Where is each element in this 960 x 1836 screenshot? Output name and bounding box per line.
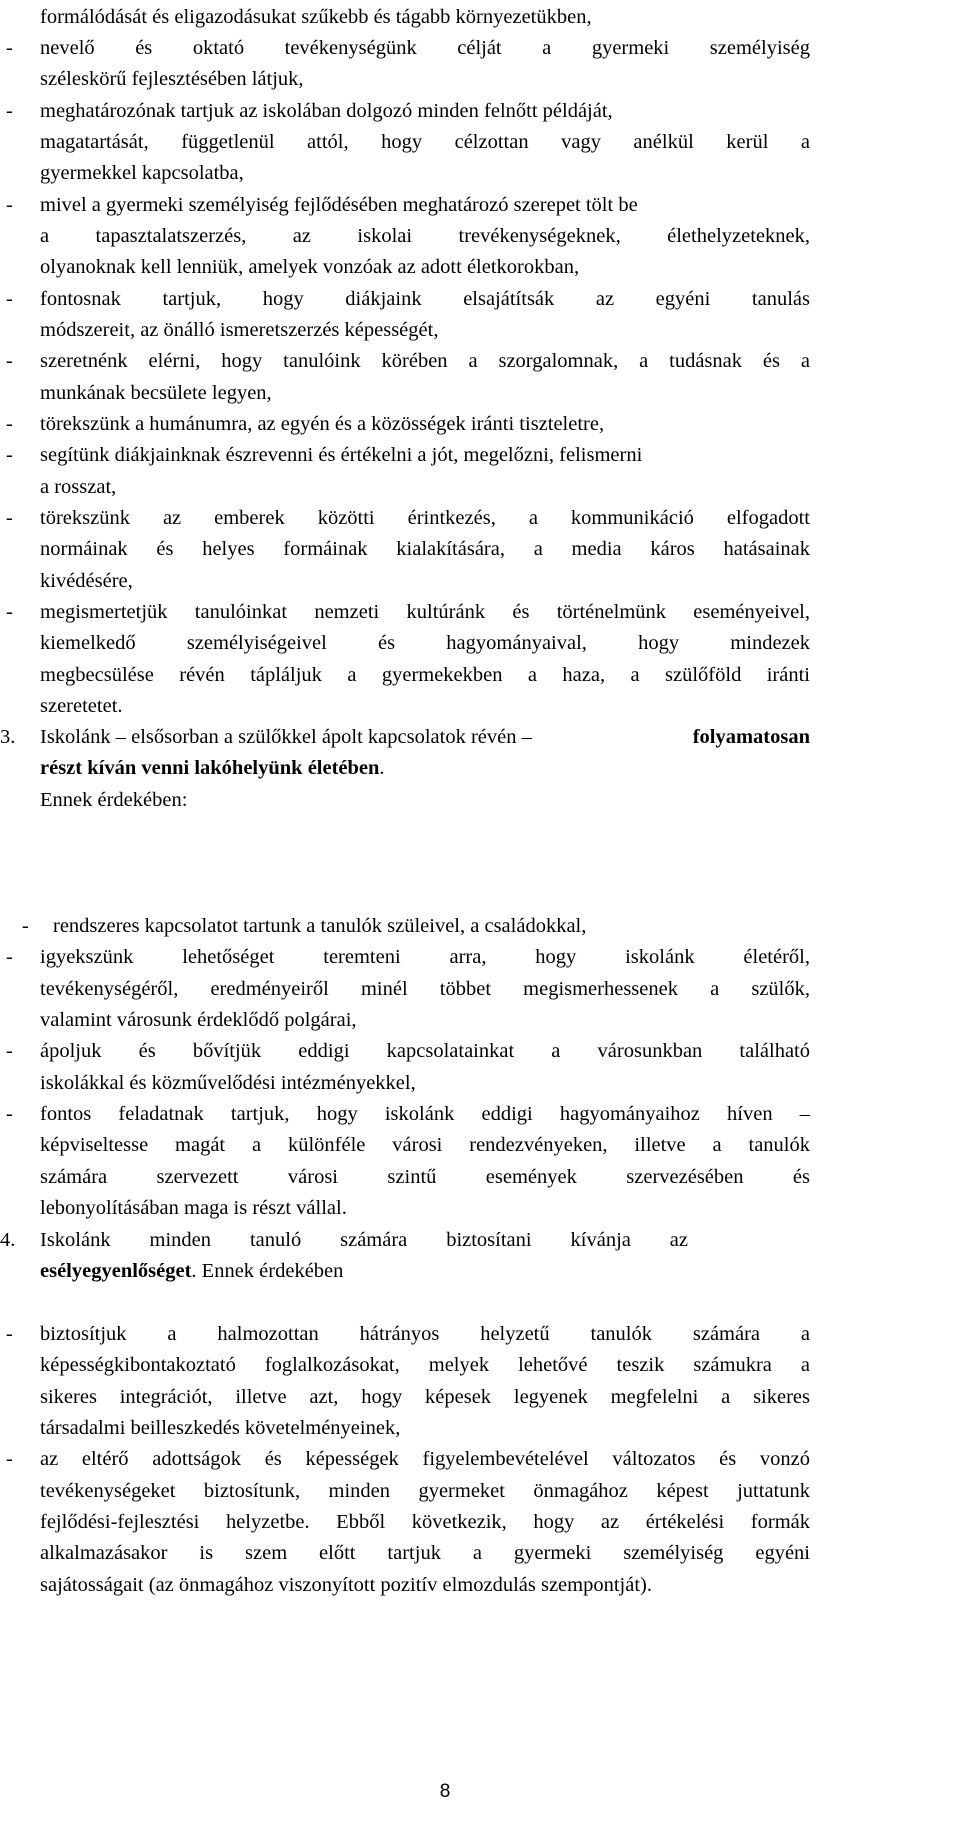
text-line xyxy=(0,158,820,189)
text-line xyxy=(0,1193,820,1224)
line-text: mivel a gyermeki személyiség fejlődésében meghatározó szerepet tölt be xyxy=(40,194,638,216)
line-text: biztosítjuk a halmozottan hátrányos helyzetű tanulók számára a xyxy=(40,1323,810,1345)
line-text: tevékenységeket biztosítunk, minden gyermeket önmagához képest juttatunk xyxy=(40,1480,810,1502)
list-item-line xyxy=(0,96,820,127)
text-line xyxy=(0,1068,820,1099)
line-text: segítünk diákjainknak észrevenni és értékelni a jót, megelőzni, felismerni xyxy=(40,444,643,466)
line-text: kiemelkedő személyiségeivel és hagyományaival, hogy mindezek xyxy=(40,632,810,654)
text-line xyxy=(0,252,820,283)
line-text: gyermekkel kapcsolatba, xyxy=(40,162,244,184)
list-item-line xyxy=(0,346,820,377)
text-line xyxy=(0,1413,820,1444)
text-line xyxy=(0,1538,820,1569)
line-text: nevelő és oktató tevékenységünk célját a gyermeki személyiség xyxy=(40,37,810,59)
list-item-line xyxy=(0,1036,820,1067)
section-3-heading-line-1 xyxy=(0,722,810,753)
line-text: képességkibontakoztató foglalkozásokat, melyek lehetővé teszik számukra a xyxy=(40,1354,810,1376)
line-text: széleskörű fejlesztésében látjuk, xyxy=(40,68,304,90)
page-number: 8 xyxy=(439,1781,451,1802)
text-line xyxy=(0,472,820,503)
line-text: megbecsülése révén tápláljuk a gyermekekben a haza, a szülőföld iránti xyxy=(40,664,810,686)
bullet-dash: - xyxy=(6,946,13,968)
bullet-dash: - xyxy=(6,1103,13,1125)
section-4-heading-line-2 xyxy=(40,1256,343,1287)
section-3-line-2-bold: részt kíván venni lakóhelyünk életében xyxy=(40,757,380,779)
line-text: a tapasztalatszerzés, az iskolai trevékenységeknek, élethelyzeteknek, xyxy=(40,225,810,247)
list-item-line xyxy=(0,440,820,471)
section-3-number: 3. xyxy=(0,726,16,748)
line-text: meghatározónak tartjuk az iskolában dolgozó minden felnőtt példáját, xyxy=(40,100,613,122)
text-line xyxy=(0,534,820,565)
bullet-dash: - xyxy=(6,100,13,122)
line-text: társadalmi beilleszkedés követelményeinek, xyxy=(40,1417,401,1439)
line-text: munkának becsülete legyen, xyxy=(40,382,272,404)
text-line xyxy=(0,628,820,659)
bullet-dash: - xyxy=(6,37,13,59)
line-text: normáinak és helyes formáinak kialakítására, a media káros hatásainak xyxy=(40,538,810,560)
line-text: képviseltesse magát a különféle városi rendezvényeken, illetve a tanulók xyxy=(40,1134,810,1156)
text-line xyxy=(0,974,820,1005)
line-text: törekszünk a humánumra, az egyén és a közösségek iránti tiszteletre, xyxy=(40,413,605,435)
text-line xyxy=(0,1350,820,1381)
text-line xyxy=(0,378,820,409)
list-item-line xyxy=(0,942,820,973)
list-item-line xyxy=(0,190,820,221)
line-text: megismertetjük tanulóinkat nemzeti kultúránk és történelmünk eseményeivel, xyxy=(40,601,810,623)
list-item-line xyxy=(0,409,820,440)
text-line xyxy=(0,315,820,346)
line-text: számára szervezett városi szintű események szervezésében és xyxy=(40,1166,810,1188)
text-line xyxy=(0,691,820,722)
text-line xyxy=(0,1570,820,1601)
bullet-dash: - xyxy=(22,915,29,937)
list-item-line xyxy=(0,503,820,534)
text-line xyxy=(0,1162,820,1193)
text-line xyxy=(0,566,820,597)
text-line xyxy=(0,221,820,252)
section-4-heading-line-1 xyxy=(0,1225,810,1256)
bullet-dash: - xyxy=(6,444,13,466)
section-3-intro: Ennek érdekében: xyxy=(40,789,188,811)
list-item-line xyxy=(0,284,820,315)
section-3-line-1-text: Iskolánk – elsősorban a szülőkkel ápolt kapcsolatok révén – xyxy=(40,726,537,748)
line-text: módszereit, az önálló ismeretszerzés képességét, xyxy=(40,319,439,341)
bullet-dash: - xyxy=(6,350,13,372)
line-text: alkalmazásakor is szem előtt tartjuk a gyermeki személyiség egyéni xyxy=(40,1542,810,1564)
line-text: szeretetet. xyxy=(40,695,123,717)
line-text: kivédésére, xyxy=(40,570,133,592)
line-text: rendszeres kapcsolatot tartunk a tanulók szüleivel, a családokkal, xyxy=(53,915,587,937)
line-text: sikeres integrációt, illetve azt, hogy képesek legyenek megfelelni a sikeres xyxy=(40,1386,810,1408)
line-text: iskolákkal és közművelődési intézményekkel, xyxy=(40,1072,416,1094)
list-item-line xyxy=(0,911,820,942)
line-text: a rosszat, xyxy=(40,476,117,498)
list-item-line xyxy=(0,1099,820,1130)
bullet-dash: - xyxy=(6,1323,13,1345)
list-item-line xyxy=(0,1444,820,1475)
line-text: ápoljuk és bővítjük eddigi kapcsolatainkat a városunkban található xyxy=(40,1040,810,1062)
list-item-line xyxy=(0,1319,820,1350)
text-line xyxy=(0,2,820,33)
line-text: formálódását és eligazodásukat szűkebb és tágabb környezetükben, xyxy=(40,6,592,28)
bullet-dash: - xyxy=(6,601,13,623)
section-4-number: 4. xyxy=(0,1229,16,1251)
section-4-line-2-text: . Ennek érdekében xyxy=(191,1260,344,1282)
text-line xyxy=(0,64,820,95)
line-text: olyanoknak kell lenniük, amelyek vonzóak az adott életkorokban, xyxy=(40,256,580,278)
section-4-line-1-text: Iskolánk minden tanuló számára biztosítani kívánja az xyxy=(40,1229,688,1251)
section-3-line-2-period: . xyxy=(379,757,385,779)
text-line xyxy=(0,660,820,691)
text-line xyxy=(0,1507,820,1538)
line-text: az eltérő adottságok és képességek figyelembevételével változatos és vonzó xyxy=(40,1448,810,1470)
section-3-line-1-bold: folyamatosan xyxy=(692,726,810,748)
line-text: fejlődési-fejlesztési helyzetbe. Ebből következik, hogy az értékelési formák xyxy=(40,1511,810,1533)
line-text: magatartását, függetlenül attól, hogy célzottan vagy anélkül kerül a xyxy=(40,131,810,153)
bullet-dash: - xyxy=(6,413,13,435)
bullet-dash: - xyxy=(6,507,13,529)
section-4-line-2-bold: esélyegyenlőséget xyxy=(40,1260,192,1282)
line-text: sajátosságait (az önmagához viszonyított pozitív elmozdulás szempontját). xyxy=(40,1574,652,1596)
list-item-line xyxy=(0,33,820,64)
line-text: valamint városunk érdeklődő polgárai, xyxy=(40,1009,357,1031)
section-3-heading-line-2 xyxy=(40,753,385,784)
bullet-dash: - xyxy=(6,1040,13,1062)
line-text: igyekszünk lehetőséget teremteni arra, hogy iskolánk életéről, xyxy=(40,946,810,968)
text-line xyxy=(0,1476,820,1507)
line-text: fontosnak tartjuk, hogy diákjaink elsajátítsák az egyéni tanulás xyxy=(40,288,810,310)
text-line xyxy=(0,1382,820,1413)
line-text: lebonyolításában maga is részt vállal. xyxy=(40,1197,347,1219)
line-text: tevékenységéről, eredményeiről minél többet megismerhessenek a szülők, xyxy=(40,978,810,1000)
line-text: törekszünk az emberek közötti érintkezés, a kommunikáció elfogadott xyxy=(40,507,810,529)
bullet-dash: - xyxy=(6,194,13,216)
line-text: fontos feladatnak tartjuk, hogy iskolánk eddigi hagyományaihoz híven – xyxy=(40,1103,810,1125)
bullet-dash: - xyxy=(6,288,13,310)
text-line xyxy=(0,1005,820,1036)
text-line xyxy=(0,1130,820,1161)
text-line xyxy=(0,127,820,158)
bullet-dash: - xyxy=(6,1448,13,1470)
list-item-line xyxy=(0,597,820,628)
line-text: szeretnénk elérni, hogy tanulóink körében a szorgalomnak, a tudásnak és a xyxy=(40,350,810,372)
